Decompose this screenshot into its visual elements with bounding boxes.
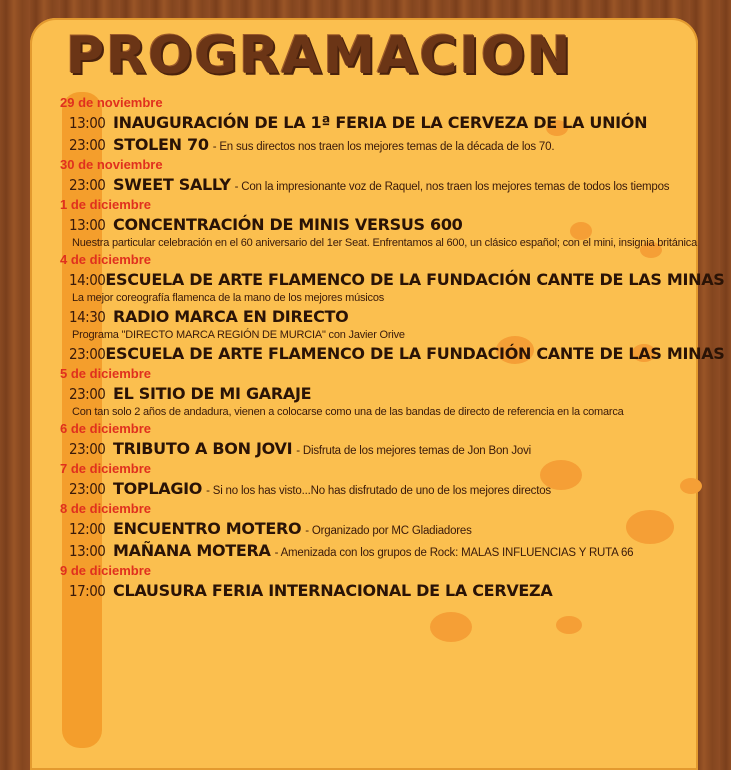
schedule-list <box>60 94 725 602</box>
event-description: - Si no los has visto...No has disfrutado de uno de los mejores directos <box>206 485 551 497</box>
event-name: ENCUENTRO MOTERO <box>113 519 302 538</box>
event-row <box>60 580 720 602</box>
event-time: 13:00 <box>69 542 106 560</box>
event-name: CONCENTRACIÓN DE MINIS VERSUS 600 <box>113 215 463 234</box>
event-row <box>60 478 720 500</box>
event-name: CLAUSURA FERIA INTERNACIONAL DE LA CERVEZA <box>113 581 553 600</box>
event-row <box>60 112 720 134</box>
event-row <box>60 174 720 196</box>
event-time: 12:00 <box>69 520 106 538</box>
event-detail: Nuestra particular celebración en el 60 aniversario del 1er Seat. Enfrentamos al 600, un clásico español; con el mini, insignia británica <box>72 237 698 249</box>
day-date: 5 de diciembre <box>60 366 152 381</box>
event-description: - Amenizada con los grupos de Rock: MALAS INFLUENCIAS Y RUTA 66 <box>274 547 634 559</box>
event-name: ESCUELA DE ARTE FLAMENCO DE LA FUNDACIÓN CANTE DE LAS MINAS <box>105 270 725 289</box>
event-time: 17:00 <box>69 582 106 600</box>
event-description: - Con la impresionante voz de Raquel, nos traen los mejores temas de todos los tiempos <box>234 181 670 193</box>
event-name: INAUGURACIÓN DE LA 1ª FERIA DE LA CERVEZA DE LA UNIÓN <box>113 113 648 132</box>
event-name: SWEET SALLY <box>113 175 231 194</box>
event-name: MAÑANA MOTERA <box>113 541 271 560</box>
event-name: ESCUELA DE ARTE FLAMENCO DE LA FUNDACIÓN CANTE DE LAS MINAS <box>105 344 725 363</box>
event-name: RADIO MARCA EN DIRECTO <box>113 307 349 326</box>
event-description: - Disfruta de los mejores temas de Jon Bon Jovi <box>296 445 531 457</box>
event-name: TOPLAGIO <box>113 479 203 498</box>
event-time: 13:00 <box>69 216 106 234</box>
day-date: 8 de diciembre <box>60 501 152 516</box>
day-date: 30 de noviembre <box>60 157 163 172</box>
event-time: 23:00 <box>69 440 106 458</box>
event-row <box>60 214 720 236</box>
event-detail: Programa "DIRECTO MARCA REGIÓN DE MURCIA" con Javier Orive <box>72 329 405 341</box>
event-row <box>60 269 725 291</box>
decor-bubble <box>556 616 582 634</box>
event-name: EL SITIO DE MI GARAJE <box>113 384 312 403</box>
day-date: 29 de noviembre <box>60 95 163 110</box>
page-title: PROGRAMACION <box>66 26 573 86</box>
event-time: 14:30 <box>69 308 106 326</box>
event-detail: Con tan solo 2 años de andadura, vienen a colocarse como una de las bandas de directo de referencia en la comarca <box>72 406 624 418</box>
day-date: 9 de diciembre <box>60 563 152 578</box>
event-row <box>60 540 720 562</box>
event-description: - Organizado por MC Gladiadores <box>305 525 472 537</box>
event-row <box>60 306 720 328</box>
day-date: 7 de diciembre <box>60 461 152 476</box>
event-row <box>60 134 720 156</box>
day-date: 6 de diciembre <box>60 421 152 436</box>
event-detail: La mejor coreografía flamenca de la mano de los mejores músicos <box>72 292 385 304</box>
event-time: 23:00 <box>69 385 106 403</box>
event-time: 23:00 <box>69 176 106 194</box>
event-row <box>60 438 720 460</box>
event-name: TRIBUTO A BON JOVI <box>113 439 293 458</box>
event-time: 23:00 <box>69 480 106 498</box>
event-row <box>60 383 720 405</box>
event-description: - En sus directos nos traen los mejores temas de la década de los 70. <box>212 141 555 153</box>
decor-bubble <box>430 612 472 642</box>
day-date: 4 de diciembre <box>60 252 152 267</box>
event-row <box>60 343 725 365</box>
event-time: 14:00 <box>69 271 106 289</box>
event-name: STOLEN 70 <box>113 135 209 154</box>
event-time: 23:00 <box>69 136 106 154</box>
event-row <box>60 518 720 540</box>
day-date: 1 de diciembre <box>60 197 152 212</box>
event-time: 13:00 <box>69 114 106 132</box>
event-time: 23:00 <box>69 345 106 363</box>
